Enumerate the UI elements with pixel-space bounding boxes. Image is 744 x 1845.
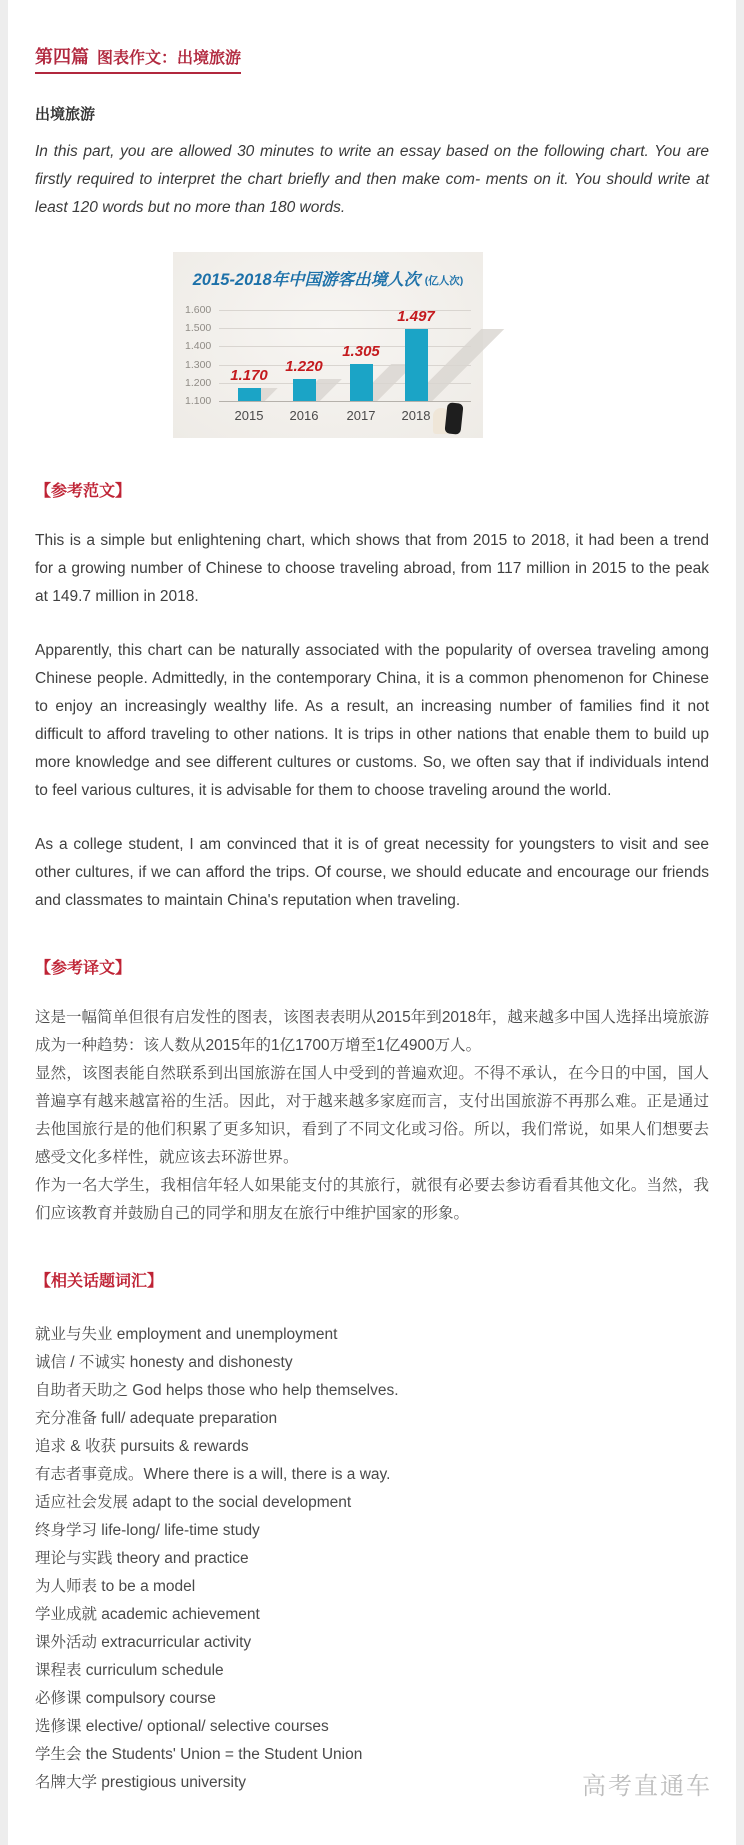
bar-2015 (238, 388, 261, 401)
vocab-item: 终身学习 life-long/ life-time study (35, 1522, 260, 1539)
outbound-tourism-chart (173, 252, 483, 438)
traveler-suitcase (444, 402, 463, 435)
bar-value-label: 1.170 (230, 367, 268, 385)
translation-paragraph: 作为一名大学生，我相信年轻人如果能支付的其旅行，就很有必要去参访看看其他文化。当然，我们应该教育并鼓励自己的同学和朋友在旅行中维护国家的形象。 (35, 1177, 709, 1222)
bar-2016 (293, 379, 316, 401)
section-translation: 【参考译文】 (35, 960, 132, 977)
vocab-item: 适应社会发展 adapt to the social development (35, 1494, 352, 1511)
sample-essay-text (35, 527, 709, 915)
gridline (219, 365, 471, 366)
section-sample-essay: 【参考范文】 (35, 483, 132, 500)
article-content (0, 34, 744, 1797)
x-axis-tick-label: 2017 (346, 408, 376, 423)
chart-unit-label: (亿人次) (424, 275, 464, 287)
vocab-item: 学生会 the Students' Union = the Student Union (35, 1746, 363, 1763)
vocab-item: 理论与实践 theory and practice (35, 1550, 249, 1567)
page-title (35, 34, 709, 71)
x-axis-tick-label: 2018 (401, 408, 431, 423)
vocab-item: 自助者天助之 God helps those who help themselves. (35, 1382, 399, 1399)
vocab-item: 名牌大学 prestigious university (35, 1774, 247, 1791)
bar-2018 (405, 329, 428, 401)
topic-heading: 出境旅游 (35, 106, 96, 123)
traveler-figure-image (431, 402, 467, 436)
vocab-item: 学业成就 academic achievement (35, 1606, 260, 1623)
right-page-margin (736, 0, 744, 1845)
bar-value-label: 1.305 (342, 342, 380, 360)
watermark: 高考直通车 (582, 1773, 712, 1800)
translation-text (35, 1004, 709, 1228)
chart-title-text: 2015-2018年中国游客出境人次 (192, 271, 421, 289)
vocab-item: 诚信 / 不诚实 honesty and dishonesty (35, 1354, 293, 1371)
vocab-item: 追求 & 收获 pursuits & rewards (35, 1438, 249, 1455)
vocab-item: 课程表 curriculum schedule (35, 1662, 224, 1679)
y-axis-tick-label: 1.300 (185, 358, 212, 371)
y-axis-tick-label: 1.600 (185, 304, 212, 316)
x-axis-tick-label: 2015 (234, 408, 264, 423)
essay-paragraph: Apparently, this chart can be naturally associated with the popularity of oversea traveling among Chinese people. Admittedly, in the contemporary China, it is a common phenomenon for Chinese to enjoy an increasingly wealthy life. As a result, an increasing number of families find it not difficult to afford traveling to other nations. It is trips in other nations that enable them to build up more knowledge and see different cultures or customs. So, we often say that if individuals intend to feel various cultures, it is advisable for them to choose traveling around the world. (35, 642, 709, 799)
vocab-item: 充分准备 full/ adequate preparation (35, 1410, 278, 1427)
vocab-item: 选修课 elective/ optional/ selective courses (35, 1718, 329, 1735)
y-axis-tick-label: 1.100 (185, 395, 212, 407)
gridline (219, 328, 471, 329)
essay-paragraph: As a college student, I am convinced that it is of great necessity for youngsters to visit and see other cultures, if we can afford the trips. Of course, we should educate and encourage our friends and classmates to maintain China's reputation when traveling. (35, 836, 709, 909)
bar-2017 (350, 364, 373, 401)
y-axis-tick-label: 1.200 (185, 376, 212, 389)
vocab-item: 课外活动 extracurricular activity (35, 1634, 252, 1651)
section-vocabulary: 【相关话题词汇】 (35, 1273, 164, 1290)
x-axis-tick-label: 2016 (289, 408, 319, 423)
translation-paragraph: 显然，该图表能自然联系到出国旅游在国人中受到的普遍欢迎。不得不承认，在今日的中国，国人普遍享有越来越富裕的生活。因此，对于越来越多家庭而言，支付出国旅游不再那么难。正是通过去他国旅行是的他们积累了更多知识，看到了不同文化或习俗。所以，我们常说，如果人们想要去感受文化多样性，就应该去环游世界。 (35, 1065, 709, 1166)
chart-title (173, 266, 483, 290)
translation-paragraph: 这是一幅简单但很有启发性的图表，该图表表明从2015年到2018年，越来越多中国人选择出境旅游成为一种趋势：该人数从2015年的1亿1700万增至1亿4900万人。 (35, 1009, 709, 1054)
vocab-item: 必修课 compulsory course (35, 1690, 216, 1707)
y-axis-tick-label: 1.500 (185, 322, 212, 335)
y-axis-tick-label: 1.400 (185, 340, 212, 353)
title-text: 图表作文：出境旅游 (97, 50, 242, 67)
essay-instructions: In this part, you are allowed 30 minutes to write an essay based on the following chart. You are firstly required to interpret the chart briefly and then make com- ments on it. You should write at least 120 words but no more than 180 words. (35, 143, 709, 216)
vocab-item: 就业与失业 employment and unemployment (35, 1326, 338, 1343)
essay-paragraph: This is a simple but enlightening chart, which shows that from 2015 to 2018, it had been a trend for a growing number of Chinese to choose traveling abroad, from 117 million in 2015 to the peak at 149.7 million in 2018. (35, 532, 709, 605)
vocab-item: 为人师表 to be a model (35, 1578, 196, 1595)
bar-value-label: 1.220 (285, 358, 323, 376)
vocabulary-list (35, 1321, 709, 1797)
left-page-margin (0, 0, 8, 1845)
part-number-label: 第四篇 (35, 47, 89, 67)
bar-value-label: 1.497 (397, 307, 435, 325)
vocab-item: 有志者事竟成。Where there is a will, there is a way. (35, 1466, 391, 1483)
